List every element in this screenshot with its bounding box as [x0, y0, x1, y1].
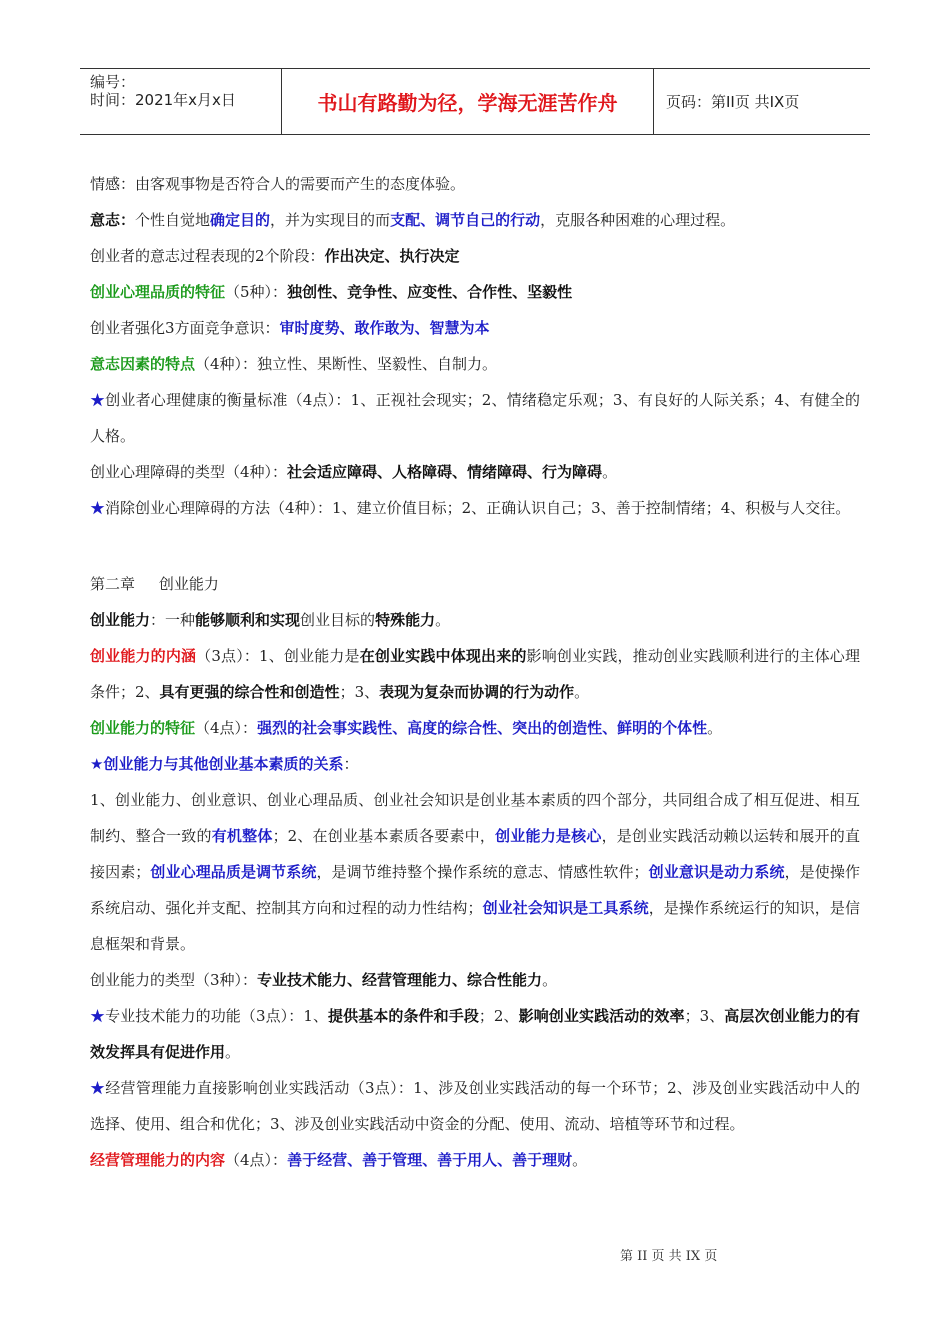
para-mgmt-content: 经营管理能力的内容（4点）：善于经营、善于管理、善于用人、善于理财。 — [90, 1151, 588, 1169]
para-ability-connotation: 创业能力的内涵（3点）：1、创业能力是在创业实践中体现出来的影响创业实践，推动创业实践顺利进行的主体心理条件；2、具有更强的综合性和创造性；3、表现为复杂而协调的行为动作。 — [90, 647, 860, 701]
page-code: 页码：第II页 共IX页 — [666, 93, 800, 111]
document-body — [90, 166, 860, 1178]
para-tech-ability: ★专业技术能力的功能（3点）：1、提供基本的条件和手段；2、影响创业实践活动的效率；3、高层次创业能力的有效发挥具有促进作用。 — [90, 1007, 860, 1061]
para-ability-traits: 创业能力的特征（4点）：强烈的社会事实践性、高度的综合性、突出的创造性、鲜明的个体性。 — [90, 719, 723, 737]
star-icon: ★ — [90, 499, 106, 517]
para-ability-def: 创业能力：一种能够顺利和实现创业目标的特殊能力。 — [90, 611, 451, 629]
para-mental-health: ★创业者心理健康的衡量标准（4点）：1、正视社会现实；2、情绪稳定乐观；3、有良好的人际关系；4、有健全的人格。 — [90, 391, 860, 445]
para-competition: 创业者强化3方面竞争意识：审时度势、敢作敢为、智慧为本 — [90, 319, 490, 337]
page-footer: 第 II 页 共 IX 页 — [620, 1249, 718, 1264]
star-icon: ★ — [90, 755, 104, 773]
date-label: 时间：2021年x月x日 — [90, 91, 236, 109]
motto: 书山有路勤为径，学海无涯苦作舟 — [282, 69, 654, 134]
star-icon: ★ — [90, 1007, 106, 1025]
para-psych-quality: 创业心理品质的特征（5种）：独创性、竞争性、应变性、合作性、坚毅性 — [90, 283, 573, 301]
para-obstacle-types: 创业心理障碍的类型（4种）：社会适应障碍、人格障碍、情绪障碍、行为障碍。 — [90, 463, 618, 481]
para-will-factors: 意志因素的特点（4种）：独立性、果断性、坚毅性、自制力。 — [90, 355, 498, 373]
star-icon: ★ — [90, 1079, 106, 1097]
para-relation-body: 1、创业能力、创业意识、创业心理品质、创业社会知识是创业基本素质的四个部分，共同组合成了相互促进、相互制约、整合一致的有机整体；2、在创业基本素质各要素中，创业能力是核心，是创业实践活动赖以运转和展开的直接因素；创业心理品质是调节系统，是调节维持整个操作系统的意志、情感性软件；创业意识是动力系统，是使操作系统启动、强化并支配、控制其方向和过程的动力性结构；创业社会知识是工具系统，是操作系统运行的知识，是信息框架和背景。 — [90, 791, 860, 953]
para-obstacle-removal: ★消除创业心理障碍的方法（4种）：1、建立价值目标；2、正确认识自己；3、善于控制情绪；4、积极与人交往。 — [90, 499, 851, 517]
page-header — [80, 68, 870, 135]
para-will: 意志：个性自觉地确定目的，并为实现目的而支配、调节自己的行动，克服各种困难的心理过程。 — [90, 211, 736, 229]
para-emotion: 情感：由客观事物是否符合人的需要而产生的态度体验。 — [90, 175, 466, 193]
chapter-heading: 第二章 创业能力 — [90, 575, 219, 593]
star-icon: ★ — [90, 391, 106, 409]
para-relation-heading: ★创业能力与其他创业基本素质的关系： — [90, 755, 359, 773]
para-will-stages: 创业者的意志过程表现的2个阶段：作出决定、执行决定 — [90, 247, 460, 265]
header-info — [80, 69, 282, 134]
para-mgmt-ability: ★经营管理能力直接影响创业实践活动（3点）：1、涉及创业实践活动的每一个环节；2、涉及创业实践活动中人的选择、使用、组合和优化；3、涉及创业实践活动中资金的分配、使用、流动、培植等环节和过程。 — [90, 1079, 860, 1133]
para-ability-types: 创业能力的类型（3种）：专业技术能力、经营管理能力、综合性能力。 — [90, 971, 558, 989]
number-label: 编号： — [90, 73, 136, 91]
